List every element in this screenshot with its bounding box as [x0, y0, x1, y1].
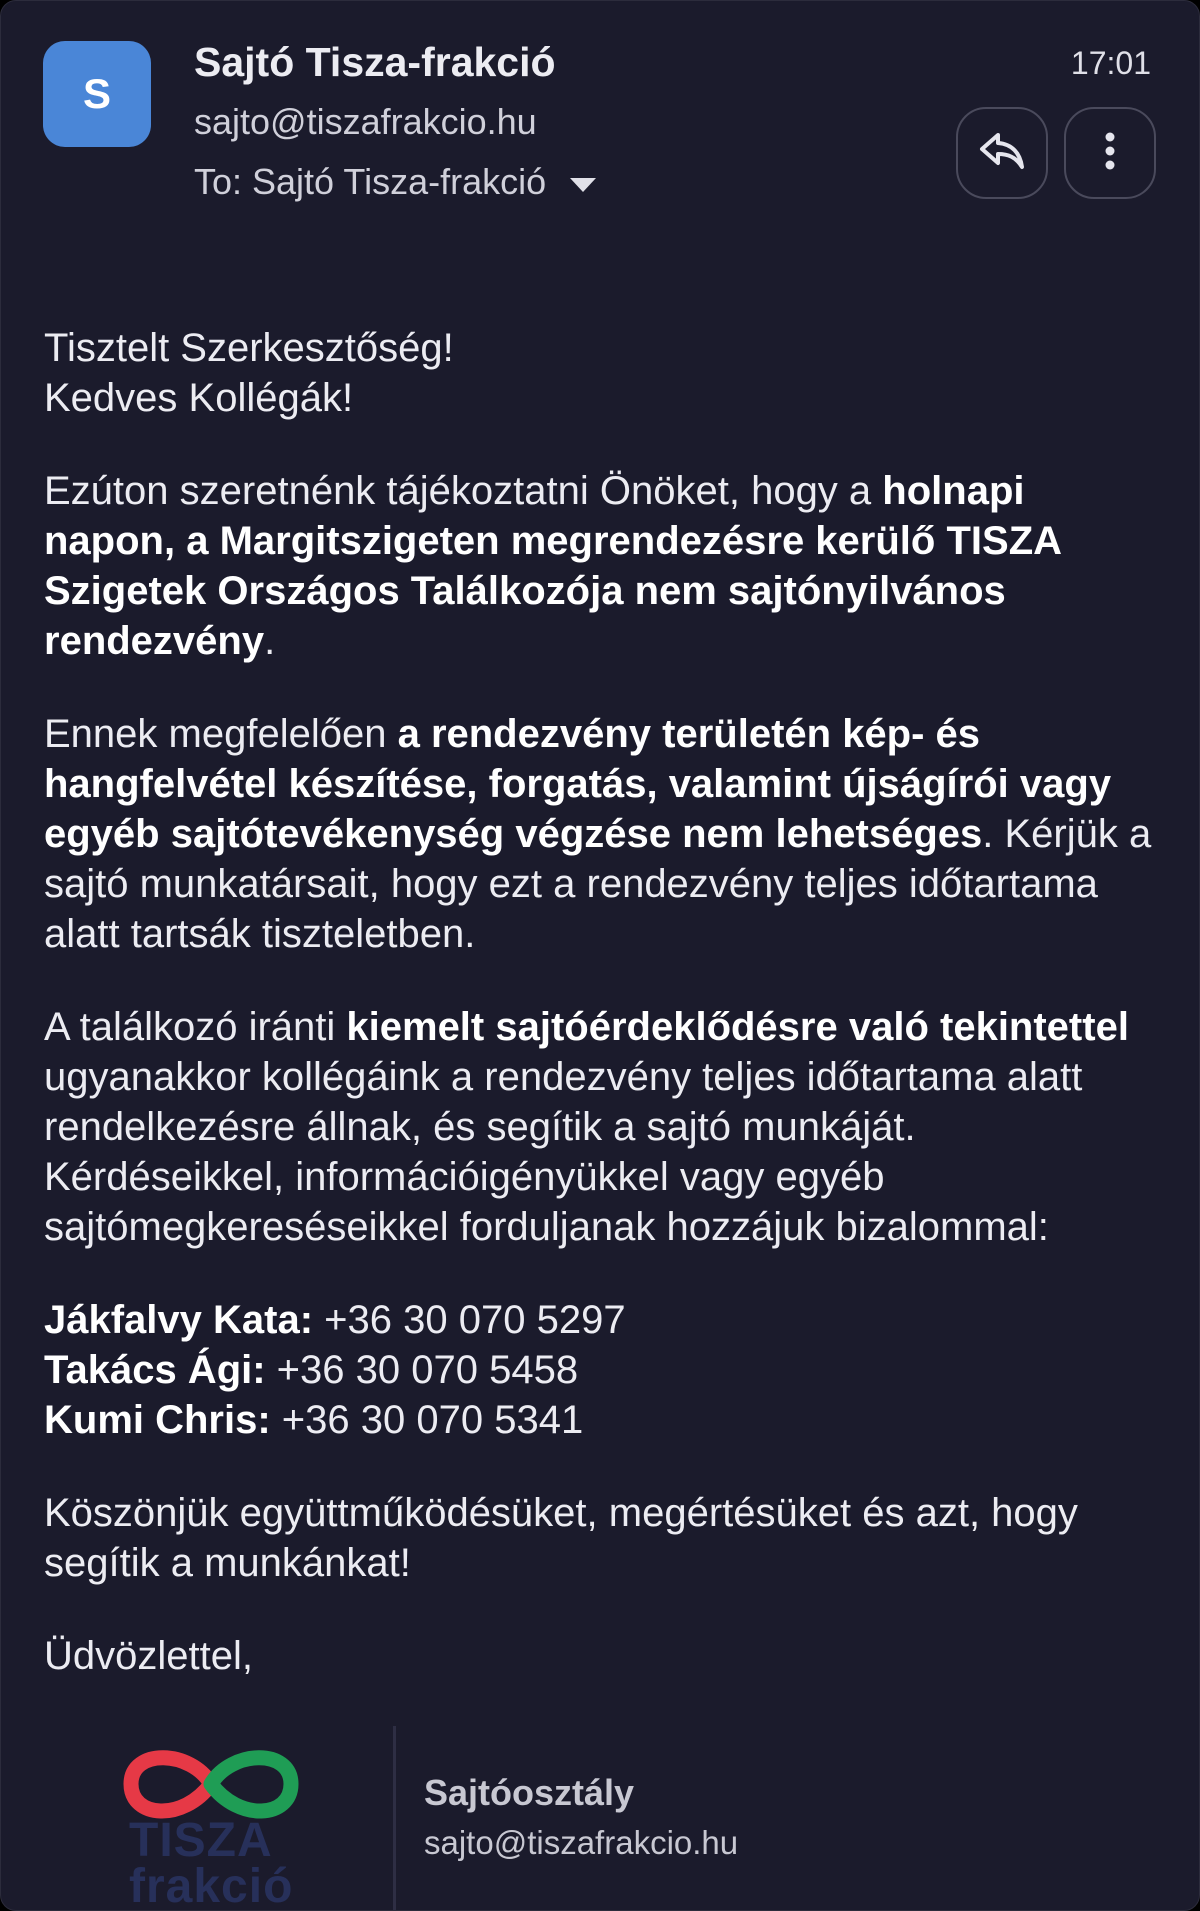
- reply-button[interactable]: [956, 107, 1048, 199]
- sender-name[interactable]: Sajtó Tisza-frakció: [194, 39, 556, 85]
- email-signature: [1, 1716, 1199, 1911]
- greeting: [44, 323, 1164, 423]
- closing: Üdvözlettel,: [44, 1634, 253, 1678]
- more-vertical-icon: [1104, 131, 1116, 176]
- p1-text-end: .: [264, 619, 276, 663]
- paragraph-1: [44, 466, 1164, 666]
- greeting-line-2: Kedves Kollégák!: [44, 376, 354, 420]
- contact-item: [44, 1348, 578, 1392]
- p3-bold: kiemelt sajtóérdeklődésre való tekintettel: [346, 1005, 1129, 1049]
- p1-bold: holnapi napon, a Margitszigeten megrendezésre kerülő TISZA Szigetek Országos Találkozója nem sajtónyilvános rendezvény: [44, 469, 1061, 663]
- thanks-paragraph: Köszönjük együttműködésüket, megértésüket és azt, hogy segítik a munkánkat!: [44, 1491, 1078, 1585]
- timestamp: 17:01: [1070, 45, 1151, 81]
- logo-wordmark: [129, 1814, 294, 1911]
- contact-phone[interactable]: +36 30 070 5458: [265, 1348, 579, 1392]
- contact-phone[interactable]: +36 30 070 5297: [313, 1298, 626, 1342]
- paragraph-2: [44, 709, 1164, 959]
- sender-avatar[interactable]: [43, 41, 151, 147]
- avatar-letter: S: [82, 70, 111, 117]
- signature-divider: [393, 1726, 396, 1911]
- p2-bold: a rendezvény területén kép- és hangfelvétel készítése, forgatás, valamint újságírói vagy egyéb sajtótevékenység végzése nem lehetséges: [44, 712, 1112, 856]
- contact-name: Kumi Chris:: [44, 1398, 271, 1442]
- signature-department: Sajtóosztály: [424, 1772, 635, 1813]
- recipient-toggle[interactable]: [194, 161, 598, 203]
- email-body: [44, 323, 1164, 1724]
- p2-text-end: . Kérjük a sajtó munkatársait, hogy ezt a rendezvény teljes időtartama alatt tartsák tiszteletben.: [44, 812, 1152, 956]
- contact-name: Takács Ági:: [44, 1348, 266, 1392]
- sender-email[interactable]: sajto@tiszafrakcio.hu: [194, 101, 537, 142]
- paragraph-3: [44, 1002, 1164, 1252]
- signature-email[interactable]: sajto@tiszafrakcio.hu: [424, 1824, 739, 1861]
- logo-text-line-2: frakció: [129, 1860, 294, 1911]
- contact-item: [44, 1298, 626, 1342]
- contact-item: [44, 1398, 583, 1442]
- more-options-button[interactable]: [1064, 107, 1156, 199]
- reply-icon: [978, 131, 1026, 176]
- logo-text-line-1: TISZA: [129, 1814, 273, 1867]
- contact-list: [44, 1295, 1164, 1445]
- contact-name: Jákfalvy Kata:: [44, 1298, 314, 1342]
- p3-text: A találkozó iránti: [44, 1005, 347, 1049]
- recipient-label: To: Sajtó Tisza-frakció: [194, 161, 547, 202]
- p3-text-end: ugyanakkor kollégáink a rendezvény teljes időtartama alatt rendelkezésre állnak, és segítik a sajtó munkáját. Kérdéseikkel, információigényükkel vagy egyéb sajtómegkereséseikkel forduljanak hozzájuk bizalommal:: [44, 1055, 1083, 1249]
- p1-text: Ezúton szeretnénk tájékoztatni Önöket, hogy a: [44, 469, 883, 513]
- greeting-line-1: Tisztelt Szerkesztőség!: [44, 326, 454, 370]
- p2-text: Ennek megfelelően: [44, 712, 398, 756]
- chevron-down-icon: [568, 161, 598, 203]
- contact-phone[interactable]: +36 30 070 5341: [270, 1398, 584, 1442]
